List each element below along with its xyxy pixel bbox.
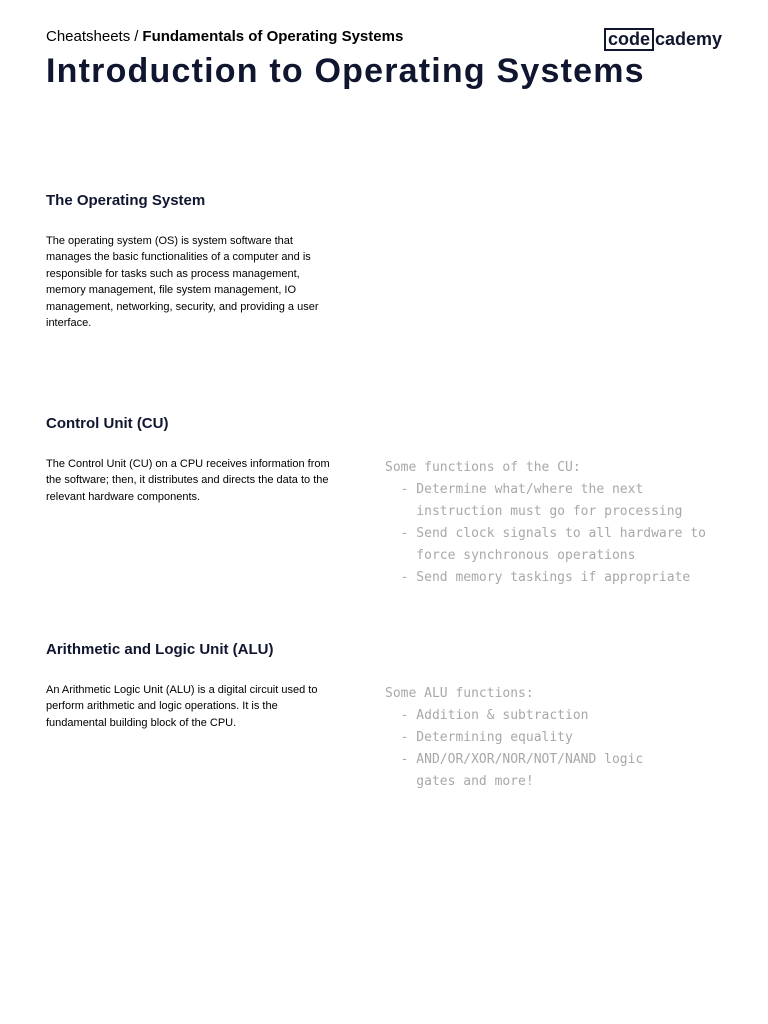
code-line: - Determining equality [385,730,573,745]
code-line: force synchronous operations [385,548,636,563]
breadcrumb-link-fundamentals[interactable]: Fundamentals of Operating Systems [142,28,404,45]
breadcrumb-link-cheatsheets[interactable]: Cheatsheets [46,28,131,45]
section-body-operating-system: The operating system (OS) is system software that manages the basic functionalities of a computer and is responsible for tasks such as process management, memory management, file system management, IO management, networking, security, and providing a user interface. [46,235,319,330]
code-line: instruction must go for processing [385,504,683,519]
code-line: Some functions of the CU: [385,460,581,475]
section-body-control-unit: The Control Unit (CU) on a CPU receives information from the software; then, it distributes and directs the data to the relevant hardware components. [46,458,330,503]
codecademy-logo[interactable] [604,27,722,51]
section-title-operating-system: The Operating System [46,192,206,209]
section-title-alu: Arithmetic and Logic Unit (ALU) [46,641,274,658]
logo-code-box: code [604,28,654,51]
code-block-control-unit [385,457,725,589]
code-block-alu [385,683,725,793]
section-body-alu: An Arithmetic Logic Unit (ALU) is a digital circuit used to perform arithmetic and logic operations. It is the fundamental building block of the CPU. [46,684,318,729]
breadcrumb [46,28,403,45]
section-title-control-unit: Control Unit (CU) [46,415,169,432]
code-line: - Send memory taskings if appropriate [385,570,691,585]
code-line: - Determine what/where the next [385,482,644,497]
code-line: gates and more! [385,774,534,789]
code-line: - AND/OR/XOR/NOR/NOT/NAND logic [385,752,644,767]
code-line: Some ALU functions: [385,686,534,701]
breadcrumb-separator: / [134,28,139,45]
page-title: Introduction to Operating Systems [46,52,645,90]
code-line: - Addition & subtraction [385,708,589,723]
logo-text: cademy [655,28,723,49]
code-line: - Send clock signals to all hardware to [385,526,706,541]
